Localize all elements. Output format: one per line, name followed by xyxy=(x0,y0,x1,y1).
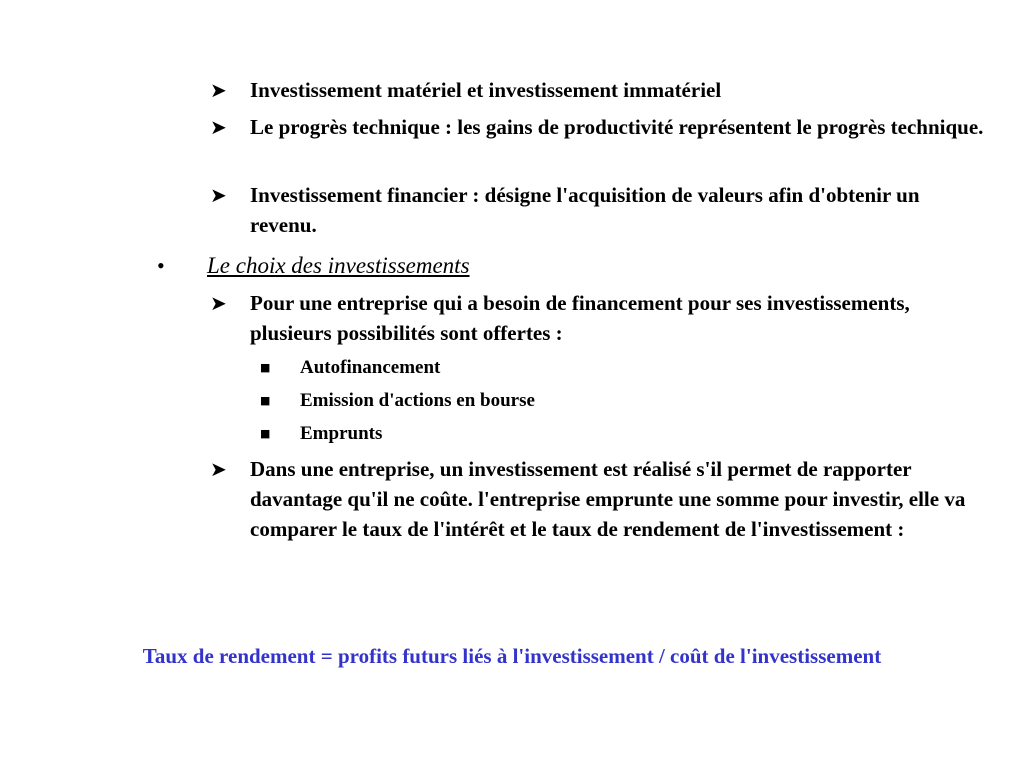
bullet-text: Investissement matériel et investissement immatériel xyxy=(250,78,722,102)
bullet-text: Dans une entreprise, un investissement est réalisé s'il permet de rapporter davantage qu'il ne coûte. l'entreprise emprunte une somme pour investir, elle va comparer le taux de l'intérêt et le taux de rendement de l'investissement : xyxy=(250,457,966,541)
arrow-bullet-icon: ➤ xyxy=(210,78,227,102)
bullet-text: Le progrès technique : les gains de productivité représentent le progrès technique. xyxy=(250,115,984,139)
sub-bullet-text: Emprunts xyxy=(300,423,383,444)
square-bullet-icon: ■ xyxy=(260,427,271,440)
square-bullet-icon: ■ xyxy=(260,394,271,407)
section-heading: Le choix des investissements xyxy=(207,253,470,278)
sub-bullet-text: Emission d'actions en bourse xyxy=(300,390,535,411)
bullet-text: Investissement financier : désigne l'acquisition de valeurs afin d'obtenir un revenu. xyxy=(250,183,920,237)
arrow-bullet-icon: ➤ xyxy=(210,115,227,139)
formula: Taux de rendement = profits futurs liés à l'investissement / coût de l'investissement xyxy=(142,644,882,668)
bullet-text: Pour une entreprise qui a besoin de financement pour ses investissements, plusieurs possibilités sont offertes : xyxy=(250,291,910,345)
dot-bullet-icon: • xyxy=(157,253,165,278)
arrow-bullet-icon: ➤ xyxy=(210,183,227,207)
arrow-bullet-icon: ➤ xyxy=(210,291,227,315)
arrow-bullet-icon: ➤ xyxy=(210,457,227,481)
sub-bullet-text: Autofinancement xyxy=(300,357,441,378)
square-bullet-icon: ■ xyxy=(260,361,271,374)
